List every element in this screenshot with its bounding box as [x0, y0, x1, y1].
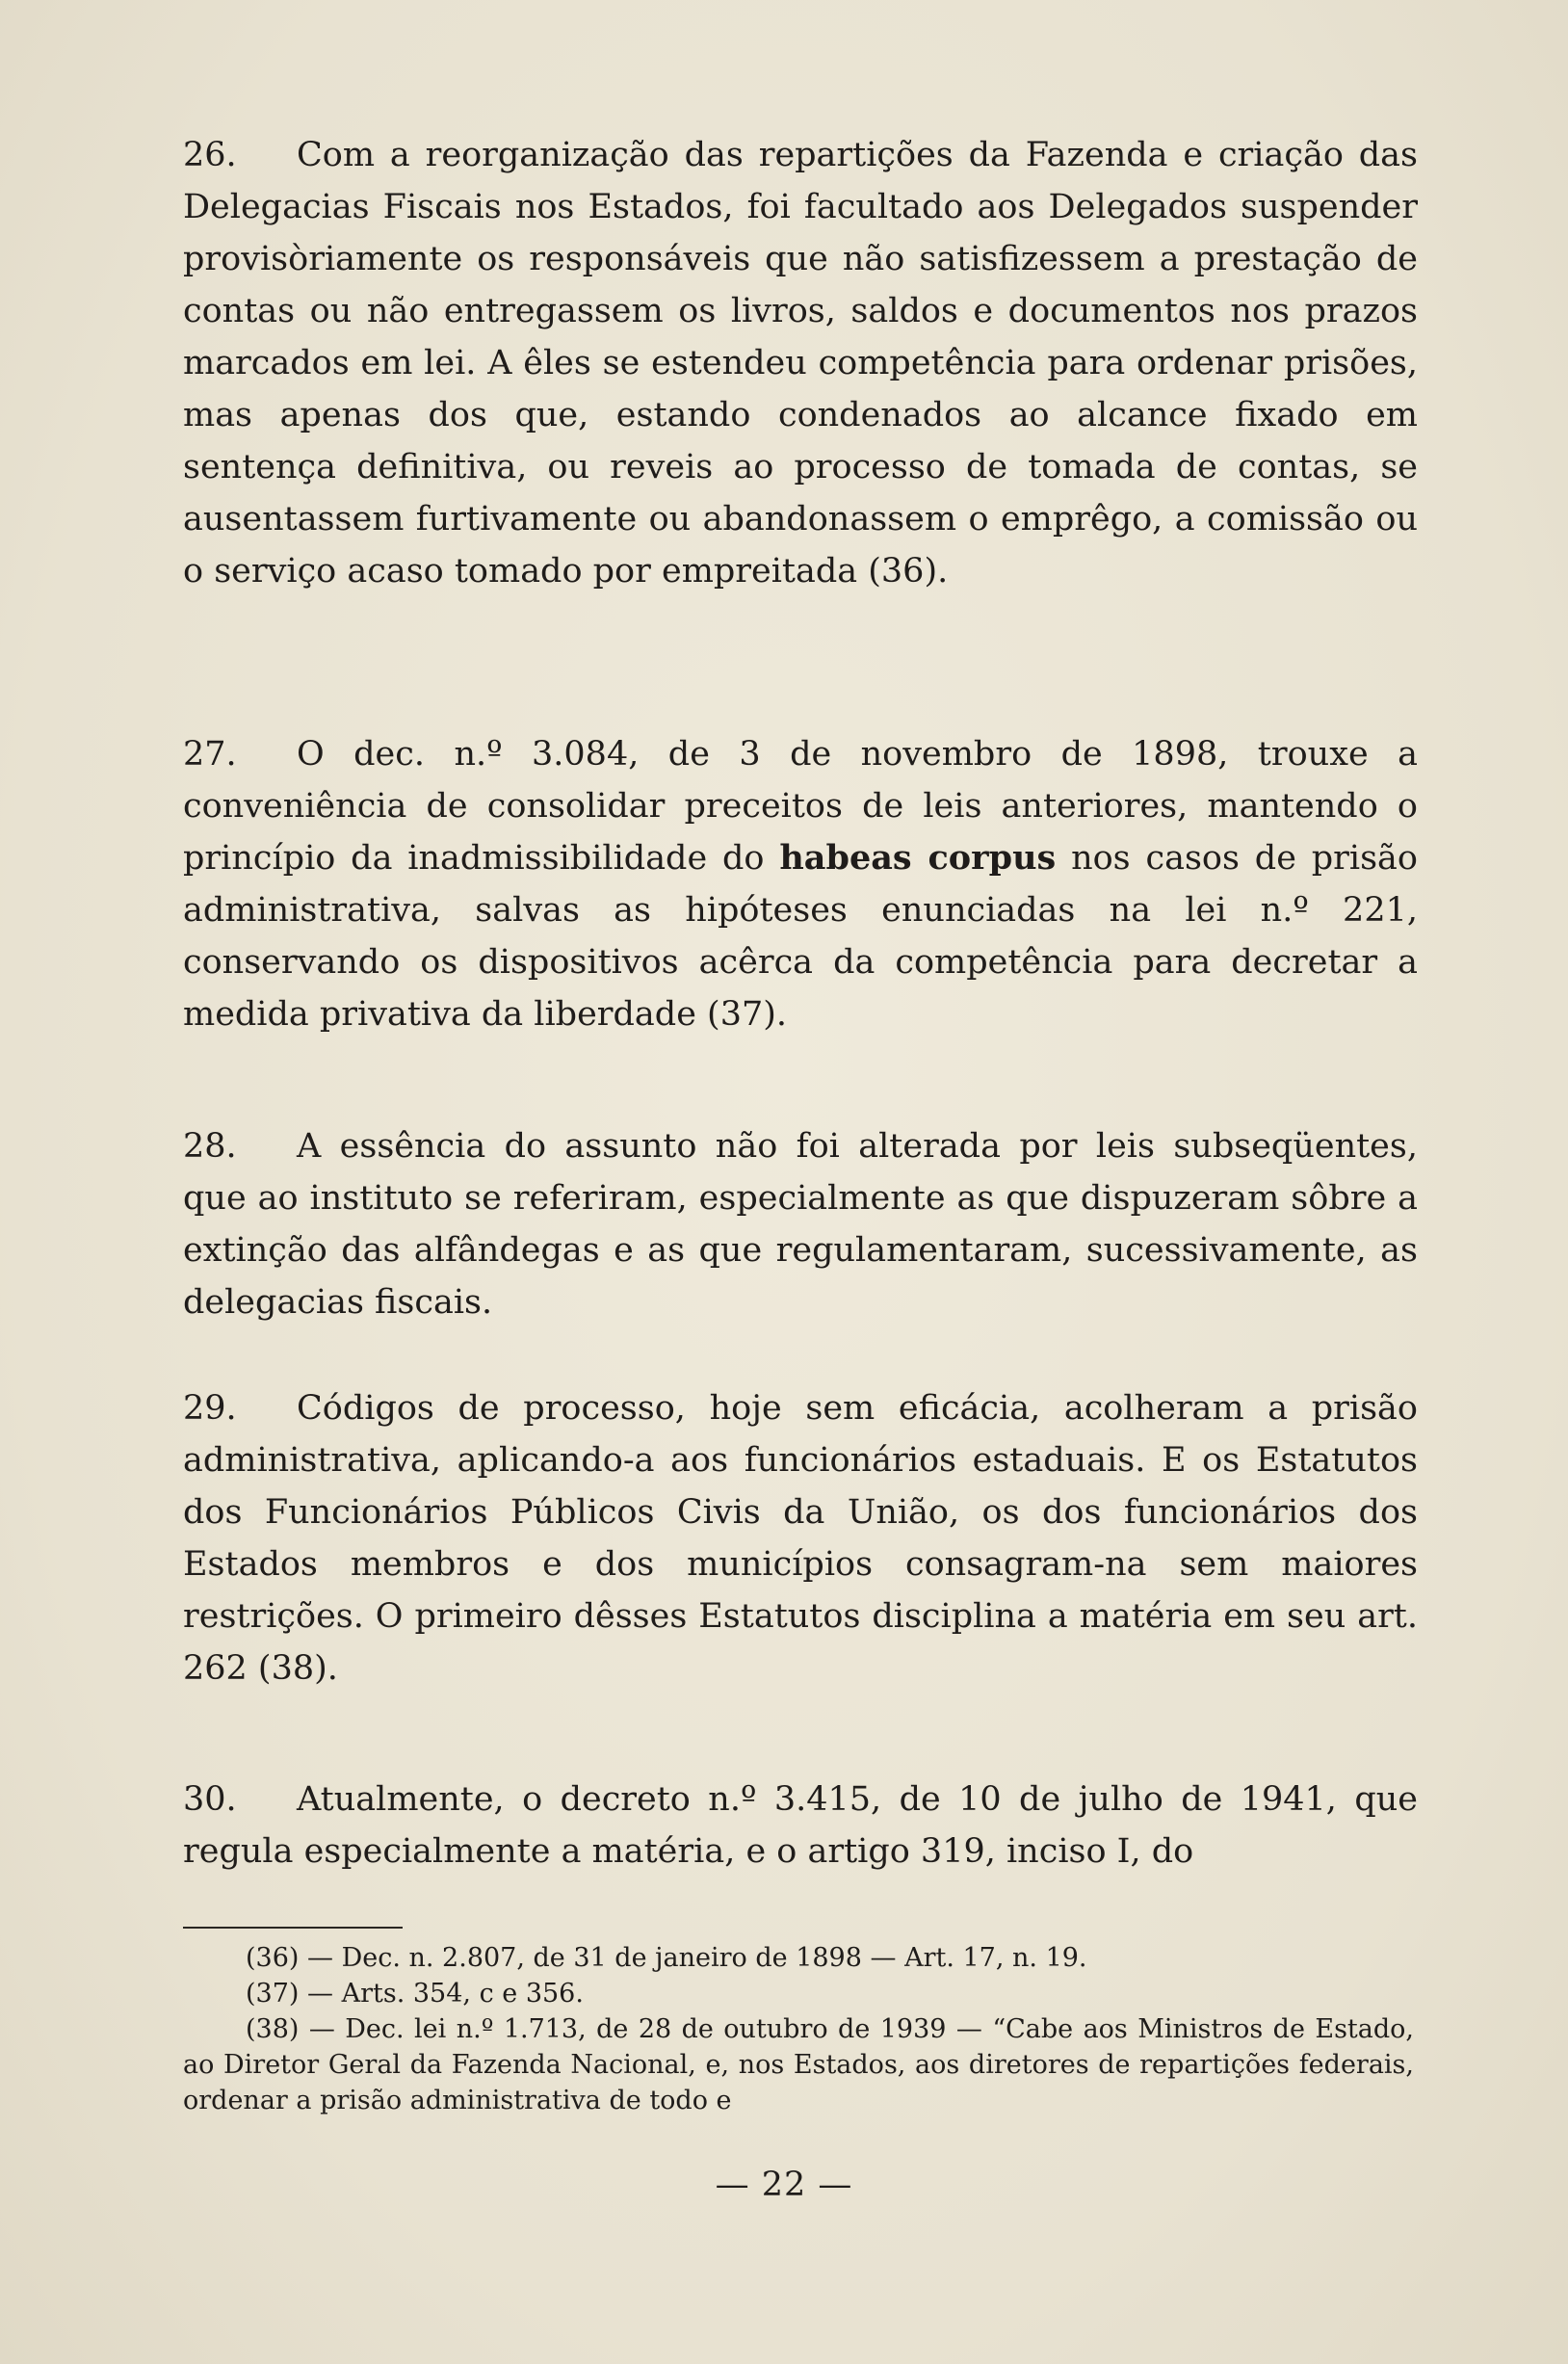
footnote-36: (36) — Dec. n. 2.807, de 31 de janeiro de 1898 — Art. 17, n. 19.: [246, 1943, 1087, 1973]
footnote-38: (38) — Dec. lei n.º 1.713, de 28 de outubro de 1939 — “Cabe aos Ministros de Estado, ao Diretor Geral da Fazenda Nacional, e, nos Estados, aos diretores de repartições federais, ordenar a prisão administrativa de todo e: [183, 2014, 1414, 2115]
paragraph-text: O dec. n.º 3.084, de 3 de novembro de 1898, trouxe a conveniência de consolidar preceitos de leis anteriores, mantendo o princípio da inadmissibilidade do: [183, 735, 1418, 878]
paragraph-number: 30.: [183, 1780, 237, 1819]
paragraph-29: [183, 1382, 1418, 1694]
paragraph-30: [183, 1773, 1418, 1878]
emphasis-habeas-corpus: habeas corpus: [779, 838, 1057, 878]
footnote-37: (37) — Arts. 354, c e 356.: [246, 1979, 584, 2009]
footnote-divider: [183, 1927, 403, 1929]
page-number: — 22 —: [715, 2166, 853, 2204]
paragraph-text: A essência do assunto não foi alterada por leis subseqüentes, que ao instituto se referiram, especialmente as que dispuzeram sôbre a extinção das alfândegas e as que regulamentaram, sucessivamente, as delegacias fiscais.: [183, 1127, 1418, 1322]
paragraph-number: 26.: [183, 136, 237, 174]
paragraph-26: [183, 129, 1418, 597]
paragraph-27: [183, 728, 1418, 1040]
footnotes: [183, 1940, 1414, 2118]
paragraph-number: 27.: [183, 735, 237, 774]
paragraph-text: Códigos de processo, hoje sem eficácia, acolheram a prisão administrativa, aplicando-a aos funcionários estaduais. E os Estatutos dos Funcionários Públicos Civis da União, os dos funcionários dos Estados membros e dos municípios consagram-na sem maiores restrições. O primeiro dêsses Estatutos disciplina a matéria em seu art. 262 (38).: [183, 1389, 1418, 1688]
paragraph-28: [183, 1120, 1418, 1328]
paragraph-number: 29.: [183, 1389, 237, 1428]
paragraph-text: Atualmente, o decreto n.º 3.415, de 10 de julho de 1941, que regula especialmente a matéria, e o artigo 319, inciso I, do: [183, 1780, 1418, 1871]
paragraph-text: Com a reorganização das repartições da Fazenda e criação das Delegacias Fiscais nos Estados, foi facultado aos Delegados suspender provisòriamente os responsáveis que não satisfizessem a prestação de contas ou não entregassem os livros, saldos e documentos nos prazos marcados em lei. A êles se estendeu competência para ordenar prisões, mas apenas dos que, estando condenados ao alcance fixado em sentença definitiva, ou reveis ao processo de tomada de contas, se ausentassem furtivamente ou abandonassem o emprêgo, a comissão ou o serviço acaso tomado por empreitada (36).: [183, 136, 1418, 591]
paragraph-text-continued: nos casos de prisão administrativa, salvas as hipóteses enunciadas na lei n.º 221, conservando os dispositivos acêrca da competência para decretar a medida privativa da liberdade (37).: [183, 839, 1418, 1034]
paragraph-number: 28.: [183, 1127, 237, 1166]
